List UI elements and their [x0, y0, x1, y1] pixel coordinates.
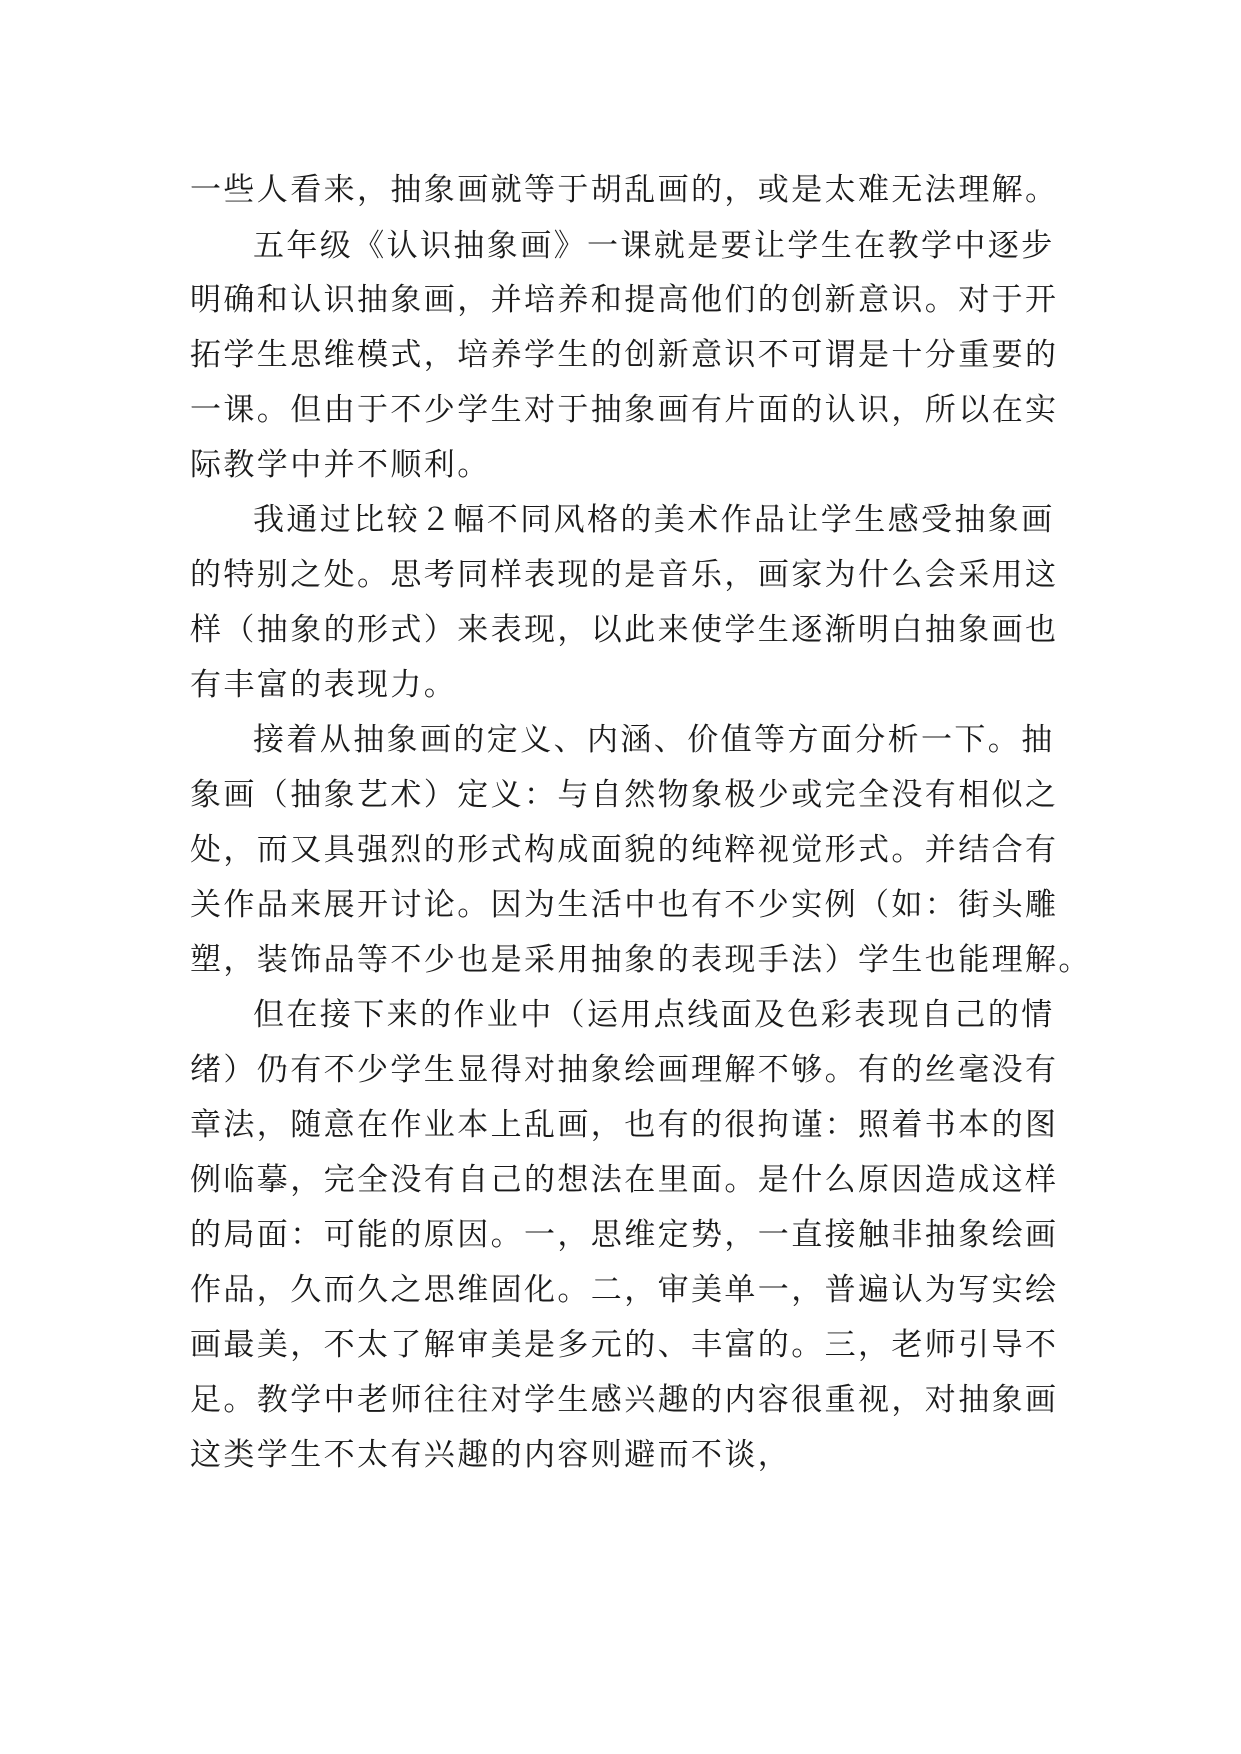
text-line: 足。教学中老师往往对学生感兴趣的内容很重视，对抽象画	[190, 1382, 1059, 1418]
text-line: 处，而又具强烈的形式构成面貌的纯粹视觉形式。并结合有	[190, 832, 1059, 868]
text-line: 例临摹，完全没有自己的想法在里面。是什么原因造成这样	[190, 1162, 1059, 1198]
paragraph-first-line: 接着从抽象画的定义、内涵、价值等方面分析一下。抽	[253, 722, 1055, 758]
text-line: 绪）仍有不少学生显得对抽象绘画理解不够。有的丝毫没有	[190, 1052, 1059, 1088]
text-line: 画最美，不太了解审美是多元的、丰富的。三，老师引导不	[190, 1327, 1059, 1363]
paragraph-first-line: 五年级《认识抽象画》一课就是要让学生在教学中逐步	[253, 228, 1055, 264]
text-line: 一课。但由于不少学生对于抽象画有片面的认识，所以在实	[190, 392, 1059, 428]
text-line: 这类学生不太有兴趣的内容则避而不谈，	[190, 1437, 792, 1473]
paragraph-first-line: 但在接下来的作业中（运用点线面及色彩表现自己的情	[253, 997, 1055, 1033]
text-line: 有丰富的表现力。	[190, 667, 458, 703]
text-line: 的特别之处。思考同样表现的是音乐，画家为什么会采用这	[190, 557, 1059, 593]
text-line: 拓学生思维模式，培养学生的创新意识不可谓是十分重要的	[190, 337, 1059, 373]
paragraph-first-line: 我通过比较２幅不同风格的美术作品让学生感受抽象画	[253, 502, 1055, 538]
text-line: 塑，装饰品等不少也是采用抽象的表现手法）学生也能理解。	[190, 942, 1092, 978]
text-line: 象画（抽象艺术）定义：与自然物象极少或完全没有相似之	[190, 777, 1059, 813]
text-line: 的局面：可能的原因。一，思维定势，一直接触非抽象绘画	[190, 1217, 1059, 1253]
text-line: 明确和认识抽象画，并培养和提高他们的创新意识。对于开	[190, 282, 1059, 318]
text-line: 际教学中并不顺利。	[190, 447, 491, 483]
text-line: 章法，随意在作业本上乱画，也有的很拘谨：照着书本的图	[190, 1107, 1059, 1143]
text-line: 一些人看来，抽象画就等于胡乱画的，或是太难无法理解。	[190, 172, 1059, 208]
text-line: 关作品来展开讨论。因为生活中也有不少实例（如：街头雕	[190, 887, 1059, 923]
text-line: 样（抽象的形式）来表现，以此来使学生逐渐明白抽象画也	[190, 612, 1059, 648]
text-line: 作品，久而久之思维固化。二，审美单一，普遍认为写实绘	[190, 1272, 1059, 1308]
